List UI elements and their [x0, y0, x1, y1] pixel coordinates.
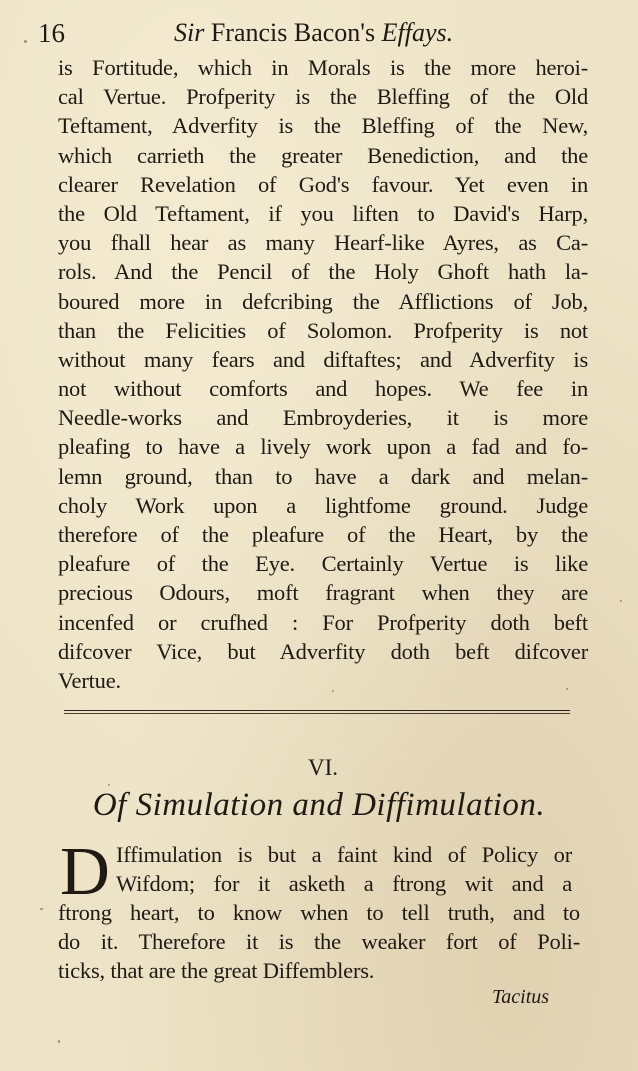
- text-line: pleafing to have a lively work upon a fad and fo-: [58, 434, 588, 460]
- essay-continuation-lines: [58, 898, 580, 986]
- text-line: therefore of the pleafure of the Heart, by the: [58, 522, 588, 547]
- section-divider-rule-thin: [64, 713, 570, 714]
- page-number: 16: [38, 18, 65, 48]
- text-line: ticks, that are the great Diffemblers.: [58, 958, 375, 984]
- section-divider-rule: [64, 710, 570, 711]
- running-head: [174, 16, 453, 50]
- paper-speck: [620, 600, 622, 602]
- text-line: ftrong heart, to know when to tell truth, and to: [58, 900, 580, 925]
- text-line: than the Felicities of Solomon. Profperity is not: [58, 317, 588, 343]
- text-line: you fhall hear as many Hearf-like Ayres, as Ca-: [58, 230, 588, 256]
- paper-speck: [332, 690, 334, 692]
- text-line: lemn ground, than to have a dark and melan-: [58, 463, 588, 489]
- text-line: Teftament, Adverfity is the Bleffing of the New,: [58, 113, 588, 139]
- text-line: Needle-works and Embroyderies, it is more: [58, 405, 588, 431]
- catchword-attribution: Tacitus: [492, 986, 550, 1008]
- text-line: clearer Revelation of God's favour. Yet even in: [58, 171, 588, 197]
- essay-opening-lines: [116, 840, 572, 898]
- text-line: the Old Teftament, if you liften to David's Harp,: [58, 200, 588, 226]
- paper-speck: [108, 784, 110, 786]
- text-line: cal Vertue. Profperity is the Bleffing of the Old: [58, 84, 588, 110]
- paper-speck: [40, 908, 43, 910]
- text-line: Vertue.: [58, 667, 121, 693]
- essay-body-text: [58, 53, 588, 695]
- text-line: is Fortitude, which in Morals is the more heroi-: [58, 55, 588, 80]
- text-line: rols. And the Pencil of the Holy Ghoft hath la-: [58, 259, 588, 285]
- essay-number: VI.: [307, 755, 339, 780]
- page-header: [38, 16, 598, 50]
- paper-speck: [24, 40, 27, 43]
- text-line: pleafure of the Eye. Certainly Vertue is like: [58, 551, 588, 577]
- text-line: difcover Vice, but Adverfity doth beft difcover: [58, 638, 588, 664]
- text-line: without many fears and diftaftes; and Adverfity is: [58, 346, 588, 372]
- text-line: choly Work upon a lightfome ground. Judge: [58, 492, 588, 518]
- text-line: not without comforts and hopes. We fee in: [58, 376, 588, 402]
- text-line: Wifdom; for it asketh a ftrong wit and a: [116, 871, 572, 897]
- paper-speck: [58, 1040, 60, 1043]
- text-line: incenfed or crufhed : For Profperity doth beft: [58, 609, 588, 635]
- running-head-suffix: Effays.: [381, 18, 454, 47]
- running-head-prefix: Sir: [174, 18, 205, 47]
- text-line: Iffimulation is but a faint kind of Policy or: [116, 842, 572, 867]
- essay-title: Of Simulation and Diffimulation.: [92, 787, 546, 823]
- text-line: do it. Therefore it is the weaker fort of Poli-: [58, 929, 580, 955]
- text-line: which carrieth the greater Benediction, and the: [58, 142, 588, 168]
- text-line: precious Odours, moft fragrant when they are: [58, 580, 588, 606]
- running-head-main: Francis Bacon's: [210, 18, 376, 47]
- drop-cap-letter: D: [60, 833, 110, 909]
- paper-speck: [566, 688, 568, 690]
- text-line: boured more in defcribing the Afflictions of Job,: [58, 288, 588, 314]
